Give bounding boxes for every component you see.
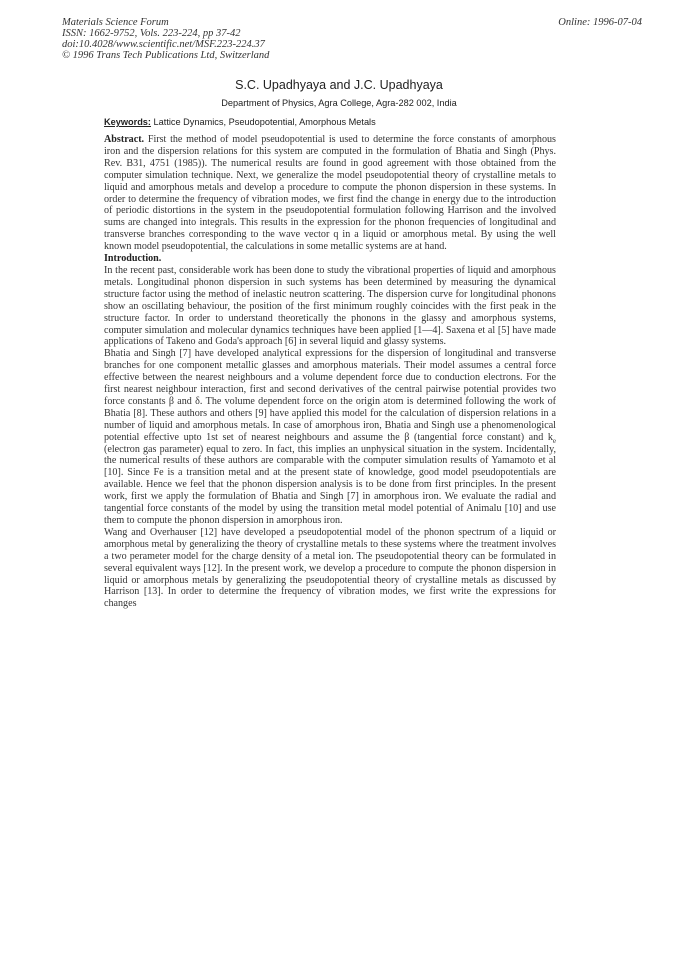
copyright-line: © 1996 Trans Tech Publications Ltd, Switzerland <box>62 50 270 61</box>
introduction-heading: Introduction. <box>104 253 162 265</box>
journal-name: Materials Science Forum <box>62 17 169 28</box>
article-body <box>104 134 556 610</box>
intro-paragraph-2b: (electron gas parameter) equal to zero. In fact, this implies an unphysical situation in the system. Incidentally, the numerical results of these authors are comparable with the computer simulation results of Yamamoto et al [10]. Since Fe is a transition metal and at the present state of knowledge, good model pseudopotentials are available. Hence we feel that the phonon dispersion analysis is to be done from first principles. In the present work, first we apply the formulation of Bhatia and Singh [7] in amorphous iron. We evaluate the radial and tangential force constants of the model by using the transition metal model potential of Animalu [10] and use them to compute the phonon dispersion in amorphous iron. <box>104 443 556 526</box>
issn-line: ISSN: 1662-9752, Vols. 223-224, pp 37-42 <box>62 28 241 39</box>
online-date: Online: 1996-07-04 <box>558 17 642 28</box>
abstract-label: Abstract. <box>104 134 145 145</box>
intro-paragraph-2 <box>104 348 556 527</box>
publication-metadata <box>62 17 269 61</box>
doi-line: doi:10.4028/www.scientific.net/MSF.223-224.37 <box>62 39 265 50</box>
intro-paragraph-1: In the recent past, considerable work has been done to study the vibrational properties of liquid and amorphous metals. Longitudinal phonon dispersion in such systems has been determined by measuring the dynamical structure factor using the method of inelastic neutron scattering. The dispersion curve for longitudinal phonons show an oscillating behaviour, the position of the first minimum roughly coincides with the first peak in the structure factor. In order to understand theoretically the phonons in the glassy and amorphous systems, computer simulation and molecular dynamics techniques have been applied [1—4]. Saxena et al [5] have made applications of Takeno and Goda's approach [6] in several liquid and glassy systems. <box>104 264 556 348</box>
authors: S.C. Upadhyaya and J.C. Upadhyaya <box>235 78 443 92</box>
keywords-text: Lattice Dynamics, Pseudopotential, Amorphous Metals <box>153 117 376 127</box>
keywords-label: Keywords: <box>104 117 151 127</box>
intro-paragraph-3: Wang and Overhauser [12] have developed a pseudopotential model of the phonon spectrum of a liquid or amorphous metal by generalizing the theory of crystalline metals to these systems where the treatment involves a two perameter model for the charge density of a metal ion. The pseudopotential theory can be formulated in several equivalent ways [12]. In the present work, we develop a procedure to compute the phonon dispersion in liquid or amorphous metals by generalizing the pseudopotential theory of crystalline metals as discussed by Harrison [13]. In order to determine the frequency of vibration modes, we first write the expressions for changes <box>104 526 556 610</box>
affiliation: Department of Physics, Agra College, Agra-282 002, India <box>221 98 457 108</box>
intro-paragraph-2a: Bhatia and Singh [7] have developed analytical expressions for the dispersion of longitudinal and transverse branches for one component metallic glasses and amorphous materials. Their model assumes a central force effective between the nearest neighbours and a volume dependent force due to conduction electrons. For the first nearest neighbour interaction, first and second derivatives of the central pairwise potential provides two force constants β and δ. The volume dependent force on the origin atom is determined following the work of Bhatia [8]. These authors and others [9] have applied this model for the calculation of dispersion relations in a number of liquid and amorphous metals. In case of amorphous iron, Bhatia and Singh use a phenomenological potential effective upto 1st set of nearest neighbours and assume the β (tangential force constant) and k <box>104 348 556 443</box>
electron-gas-subscript: e <box>552 436 556 445</box>
abstract-text: First the method of model pseudopotential is used to determine the force constants of amorphous iron and the dispersion relations for this system are computed in the formulation of Bhatia and Singh (Phys. Rev. B31, 4751 (1985)). The numerical results are found in good agreement with those obtained from the computer simulation technique. Next, we generalize the model pseudopotential theory of crystalline metals to liquid and amorphous metals and develop a procedure to compute the phonon dispersion in these systems. In order to determine the frequency of vibration modes, we first find the change in energy due to the introduction of periodic distortions in the system in the pseudopotential formulation following Harrison and the involved sums are changed into integrals. This results in the expression for the phonon frequencies of longitudinal and transverse branches corresponding to the wave vector q in a liquid or amorphous metal. By using the well known model pseudopotential, the calculations in some metallic systems are at hand. <box>104 134 556 253</box>
keywords-line <box>104 117 376 127</box>
abstract-paragraph <box>104 134 556 253</box>
